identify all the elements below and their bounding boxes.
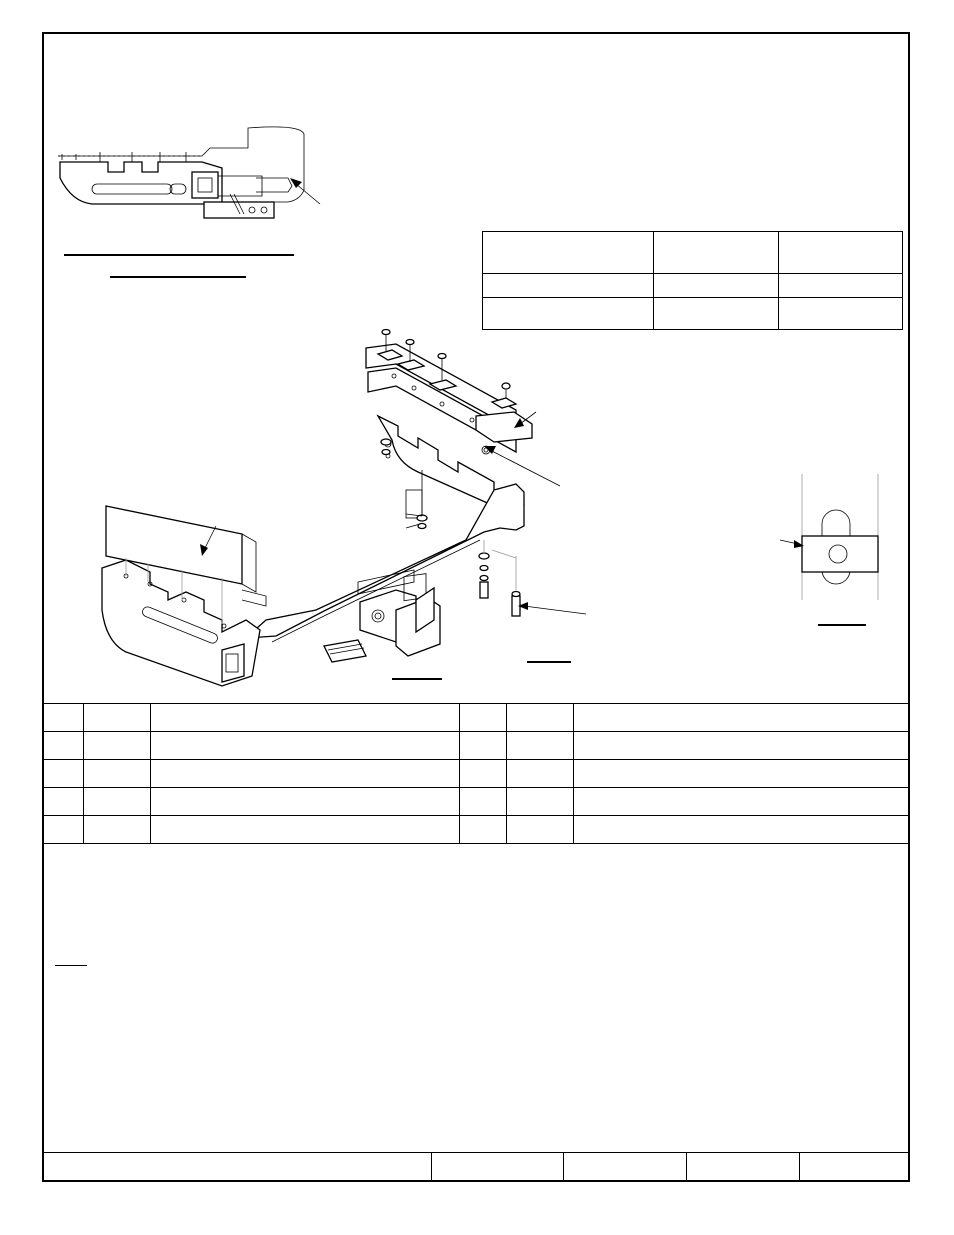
parts-cell bbox=[507, 704, 574, 732]
footer-cell bbox=[43, 1153, 432, 1182]
callout-cell bbox=[779, 274, 903, 298]
parts-cell bbox=[460, 732, 507, 760]
callout-header-cell bbox=[483, 232, 654, 274]
parts-cell bbox=[84, 816, 151, 844]
detail-caption-rule-1 bbox=[64, 254, 294, 256]
parts-cell bbox=[84, 732, 151, 760]
callout-cell bbox=[654, 298, 779, 330]
parts-cell bbox=[43, 816, 84, 844]
parts-cell bbox=[460, 788, 507, 816]
footer-cell bbox=[687, 1153, 800, 1182]
parts-cell bbox=[43, 788, 84, 816]
parts-cell bbox=[151, 704, 460, 732]
parts-cell bbox=[507, 816, 574, 844]
main-figure-caption-rule bbox=[392, 678, 442, 680]
parts-cell bbox=[43, 704, 84, 732]
parts-cell bbox=[460, 704, 507, 732]
callout-cell bbox=[779, 298, 903, 330]
parts-cell bbox=[460, 816, 507, 844]
parts-cell bbox=[574, 788, 910, 816]
parts-cell bbox=[151, 760, 460, 788]
callout-header-cell bbox=[779, 232, 903, 274]
footer-cell bbox=[800, 1153, 910, 1182]
parts-cell bbox=[43, 732, 84, 760]
parts-cell bbox=[151, 816, 460, 844]
parts-cell bbox=[84, 788, 151, 816]
footer-cell bbox=[432, 1153, 564, 1182]
footer-title-block bbox=[42, 1152, 910, 1182]
parts-cell bbox=[43, 760, 84, 788]
parts-cell bbox=[574, 760, 910, 788]
callout-table bbox=[482, 231, 903, 330]
slot-detail-caption-rule bbox=[818, 624, 866, 626]
parts-cell bbox=[574, 704, 910, 732]
parts-cell bbox=[507, 788, 574, 816]
exploded-hitch-drawing bbox=[96, 320, 616, 700]
parts-cell bbox=[84, 704, 151, 732]
footer-cell bbox=[564, 1153, 687, 1182]
parts-cell bbox=[507, 732, 574, 760]
parts-cell bbox=[574, 732, 910, 760]
parts-cell bbox=[574, 816, 910, 844]
note-underline bbox=[55, 965, 87, 966]
detail-view-bracket-figure bbox=[52, 122, 352, 232]
parts-cell bbox=[84, 760, 151, 788]
parts-cell bbox=[460, 760, 507, 788]
parts-cell bbox=[151, 788, 460, 816]
parts-cell bbox=[151, 732, 460, 760]
hardware-caption-rule bbox=[527, 661, 571, 663]
parts-table bbox=[42, 703, 910, 844]
callout-cell bbox=[654, 274, 779, 298]
callout-cell bbox=[483, 274, 654, 298]
detail-caption-rule-2 bbox=[110, 276, 246, 278]
callout-header-cell bbox=[654, 232, 779, 274]
slot-detail-figure bbox=[778, 470, 878, 610]
parts-cell bbox=[507, 760, 574, 788]
